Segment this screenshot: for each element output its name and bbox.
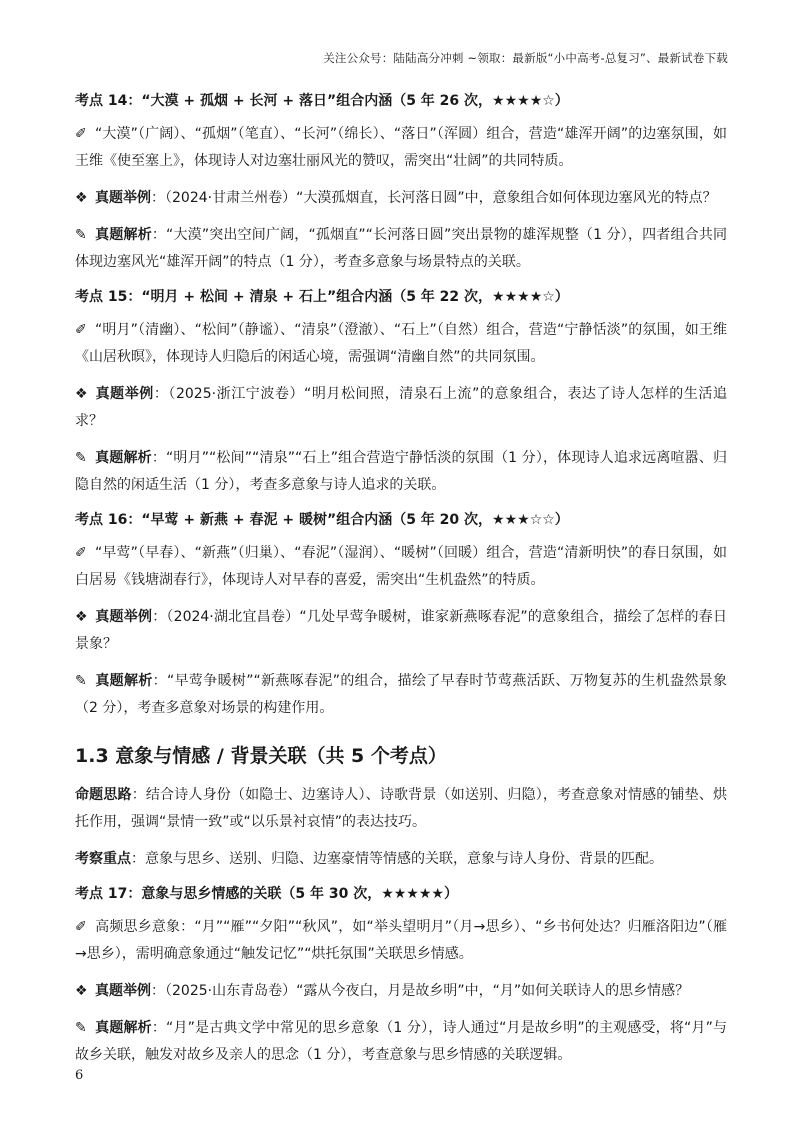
kp-15-analysis-text: ：“明月”“松间”“清泉”“石上”组合营造宁静恬淡的氛围（1 分），体现诗人追求远离喧嚣、归隐自然的闲适生活（1 分），考查多意象与诗人追求的关联。 [75,450,727,493]
kp-16-analysis-text: ：“早莺争暖树”“新燕啄春泥”的组合，描绘了早春时节莺燕活跃、万物复苏的生机盎然景象（2 分），考查多意象对场景的构建作用。 [75,673,728,716]
kp-17 [75,883,727,1069]
kp-14-example-text: ：（2024·甘肃兰州卷）“大漠孤烟直，长河落日圆”中，意象组合如何体现边塞风光的特点？ [151,190,717,206]
kp-17-analysis [75,1015,727,1069]
kp-15-analysis [75,445,727,499]
kp-15-example [75,381,727,435]
kp-15-example-text: ：（2025·浙江宁波卷）“明月松间照，清泉石上流”的意象组合，表达了诗人怎样的生活追求？ [75,386,727,429]
kp-14-analysis [75,222,727,276]
kp-16-example-text: ：（2024·湖北宜昌卷）“几处早莺争暖树，谁家新燕啄春泥”的意象组合，描绘了怎样的春日景象？ [75,609,727,652]
focus-label: 考察重点 [75,851,131,867]
kp-17-example [75,978,727,1005]
kp-15-desc-text: “明月”（清幽）、“松间”（静谧）、“清泉”（澄澈）、“石上”（自然）组合，营造“宁静恬淡”的氛围，如王维《山居秋暝》，体现诗人归隐后的闲适心境，需强调“清幽自然”的共同氛围。 [75,322,727,365]
pencil-icon: ✐ [75,126,87,142]
kp-14-desc-text: “大漠”（广阔）、“孤烟”（笔直）、“长河”（绵长）、“落日”（浑圆）组合，营造“雄浑开阔”的边塞氛围，如王维《使至塞上》，体现诗人对边塞壮丽风光的赞叹，需突出“壮阔”的共同特质。 [75,126,727,169]
example-label: 真题举例 [95,609,153,625]
pencil-icon: ✐ [75,919,87,935]
analysis-label: 真题解析 [95,673,153,689]
page-number: 6 [75,1068,84,1083]
kp-14-analysis-text: ：“大漠”突出空间广阔，“孤烟直”“长河落日圆”突出景物的雄浑规整（1 分），四者组合共同体现边塞风光“雄浑开阔”的特点（1 分），考查多意象与场景特点的关联。 [75,227,728,270]
section-idea-text: ：结合诗人身份（如隐士、边塞诗人）、诗歌背景（如送别、归隐），考查意象对情感的铺垫、烘托作用，强调“景情一致”或“以乐景衬哀情”的表达技巧。 [75,787,728,830]
kp-17-analysis-text: ：“月”是古典文学中常见的思乡意象（1 分），诗人通过“月是故乡明”的主观感受，将“月”与故乡关联，触发对故乡及亲人的思念（1 分），考查意象与思乡情感的关联逻辑。 [75,1020,728,1063]
main-content [75,90,727,1079]
kp-16-title: 考点 16：“早莺 + 新燕 + 春泥 + 暖树”组合内涵（5 年 20 次，★★★☆☆） [75,512,569,528]
pen-icon: ✎ [75,1020,87,1036]
section-focus-text: ：意象与思乡、送别、归隐、边塞豪情等情感的关联，意象与诗人身份、背景的匹配。 [131,851,663,867]
analysis-label: 真题解析 [95,1020,152,1036]
kp-15 [75,286,727,499]
pen-icon: ✎ [75,227,87,243]
kp-14-desc [75,121,727,175]
section-focus [75,846,727,873]
pen-icon: ✎ [75,450,87,466]
page-header: 关注公众号：陆陆高分冲刺 ~领取：最新版“小中高考-总复习”、最新试卷下载 [323,51,728,65]
kp-17-example-text: ：（2025·山东青岛卷）“露从今夜白，月是故乡明”中，“月”如何关联诗人的思乡情感？ [151,983,690,999]
example-label: 真题举例 [95,983,151,999]
example-label: 真题举例 [95,386,154,402]
pencil-icon: ✐ [75,322,87,338]
example-label: 真题举例 [95,190,151,206]
diamond-icon: ❖ [75,190,88,206]
section-idea [75,782,727,836]
kp-16 [75,509,727,722]
kp-17-desc [75,914,727,968]
diamond-icon: ❖ [75,983,88,999]
kp-14 [75,90,727,276]
kp-16-desc-text: “早莺”（早春）、“新燕”（归巢）、“春泥”（湿润）、“暖树”（回暖）组合，营造“清新明快”的春日氛围，如白居易《钱塘湖春行》，体现诗人对早春的喜爱，需突出“生机盎然”的特质。 [75,545,727,588]
kp-15-title: 考点 15：“明月 + 松间 + 清泉 + 石上”组合内涵（5 年 22 次，★★★★☆） [75,289,569,305]
kp-16-analysis [75,668,727,722]
diamond-icon: ❖ [75,386,88,402]
kp-14-title: 考点 14：“大漠 + 孤烟 + 长河 + 落日”组合内涵（5 年 26 次，★★★★☆） [75,93,569,109]
kp-16-example [75,604,727,658]
kp-17-title: 考点 17：意象与思乡情感的关联（5 年 30 次，★★★★★） [75,886,458,902]
kp-15-desc [75,317,727,371]
pen-icon: ✎ [75,673,87,689]
kp-14-example [75,185,727,212]
diamond-icon: ❖ [75,609,88,625]
analysis-label: 真题解析 [95,227,152,243]
kp-16-desc [75,540,727,594]
section-1-3-title: 1.3 意象与情感 / 背景关联（共 5 个考点） [75,745,447,767]
idea-label: 命题思路 [75,787,132,803]
analysis-label: 真题解析 [95,450,152,466]
pencil-icon: ✐ [75,545,87,561]
kp-17-desc-text: 高频思乡意象：“月”“雁”“夕阳”“秋风”，如“举头望明月”（月→思乡）、“乡书何处达？归雁洛阳边”（雁→思乡），需明确意象通过“触发记忆”“烘托氛围”关联思乡情感。 [75,919,727,962]
